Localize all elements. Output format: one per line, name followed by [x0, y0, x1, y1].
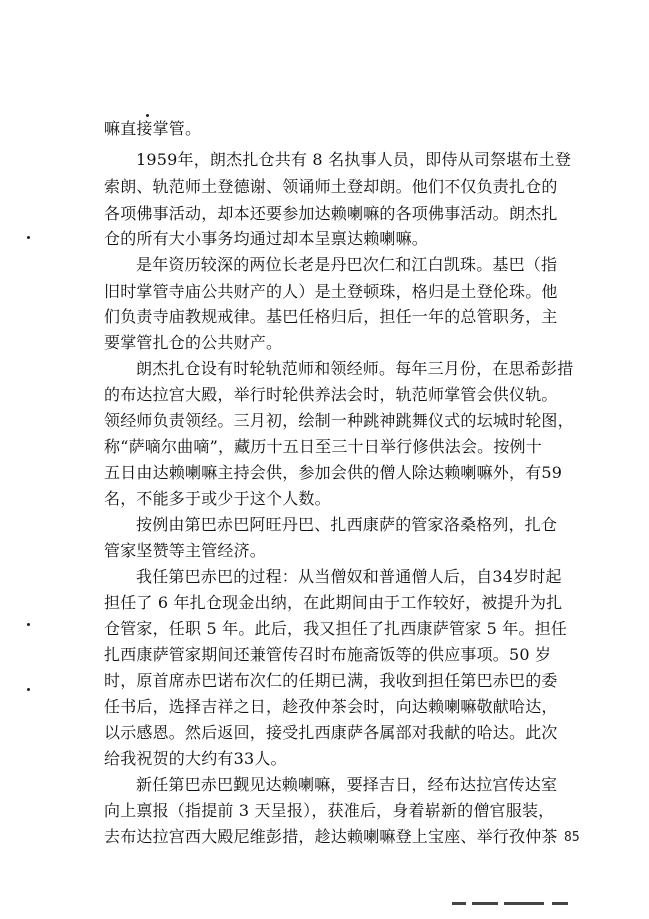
text-line: 向上禀报（指提前 3 天呈报），获准后，身着崭新的僧官服装， — [104, 801, 555, 820]
scan-edge-mark — [504, 902, 544, 905]
paragraph-start-line: 是年资历较深的两位长老是丹巴次仁和江白凯珠。基巴（指 — [136, 255, 558, 274]
scan-speck — [27, 236, 30, 239]
paragraph-start-line: 新任第巴赤巴觐见达赖喇嘛，要择吉日，经布达拉宫传达室 — [136, 775, 558, 794]
text-line: 以示感恩。然后返回，接受扎西康萨各属部对我献的哈达。此次 — [104, 723, 558, 742]
text-line: 各项佛事活动，却本还要参加达赖喇嘛的各项佛事活动。朗杰扎 — [104, 204, 558, 223]
text-line: 担任了 6 年扎仓现金出纳，在此期间由于工作较好，被提升为扎 — [104, 593, 563, 612]
text-line: 称“萨嘀尔曲嘀”，藏历十五日至三十日举行修供法会。按例十 — [104, 437, 542, 456]
text-line: 五日由达赖喇嘛主持会供，参加会供的僧人除达赖喇嘛外，有59 — [104, 463, 563, 482]
text-line: 仓管家，任职 5 年。此后，我又担任了扎西康萨管家 5 年。担任 — [104, 619, 568, 638]
text-line: 们负责寺庙教规戒律。基巴任格归后，担任一年的总管职务，主 — [104, 307, 558, 326]
text-line: 领经师负责领经。三月初，绘制一种跳神跳舞仪式的坛城时轮图， — [104, 411, 574, 430]
text-line: 嘛直接掌管。 — [104, 119, 202, 138]
text-line: 去布达拉宫西大殿尼维彭措，趁达赖喇嘛登上宝座、举行孜仲茶 — [104, 827, 558, 846]
text-line: 仓的所有大小事务均通过却本呈禀达赖喇嘛。 — [104, 229, 429, 248]
paragraph-start-line: 朗杰扎仓设有时轮轨范师和领经师。每年三月份，在思希彭措 — [136, 359, 574, 378]
scan-edge-mark — [472, 902, 498, 905]
text-line: 名，不能多于或少于这个人数。 — [104, 489, 331, 508]
scan-edge-mark — [452, 902, 466, 905]
text-line: 的布达拉宫大殿，举行时轮供养法会时，轨范师掌管会供仪轨。 — [104, 385, 558, 404]
text-line: 管家坚赞等主管经济。 — [104, 541, 267, 560]
scan-speck — [146, 114, 149, 117]
text-line: 要掌管扎仓的公共财产。 — [104, 333, 283, 352]
text-line: 索朗、轨范师土登德谢、领诵师土登却朗。他们不仅负责扎仓的 — [104, 177, 558, 196]
page-number: 85 — [564, 830, 580, 845]
scan-speck — [27, 623, 30, 626]
text-line: 给我祝贺的大约有33人。 — [104, 749, 287, 768]
text-line: 旧时掌管寺庙公共财产的人）是土登顿珠，格归是土登伦珠。他 — [104, 282, 558, 301]
text-line: 扎西康萨管家期间还兼管传召时布施斋饭等的供应事项。50 岁 — [104, 645, 552, 664]
text-line: 时，原首席赤巴诺布次仁的任期已满，我收到担任第巴赤巴的委 — [104, 671, 558, 690]
paragraph-start-line: 1959年，朗杰扎仓共有 8 名执事人员，即侍从司祭堪布土登 — [136, 150, 572, 169]
scan-speck — [27, 688, 30, 691]
paragraph-start-line: 按例由第巴赤巴阿旺丹巴、扎西康萨的管家洛桑格列，扎仓 — [136, 515, 558, 534]
paragraph-start-line: 我任第巴赤巴的过程：从当僧奴和普通僧人后，自34岁时起 — [136, 567, 562, 586]
text-line: 任书后，选择吉祥之日，趁孜仲茶会时，向达赖喇嘛敬献哈达， — [104, 697, 558, 716]
scan-edge-mark — [552, 902, 568, 905]
